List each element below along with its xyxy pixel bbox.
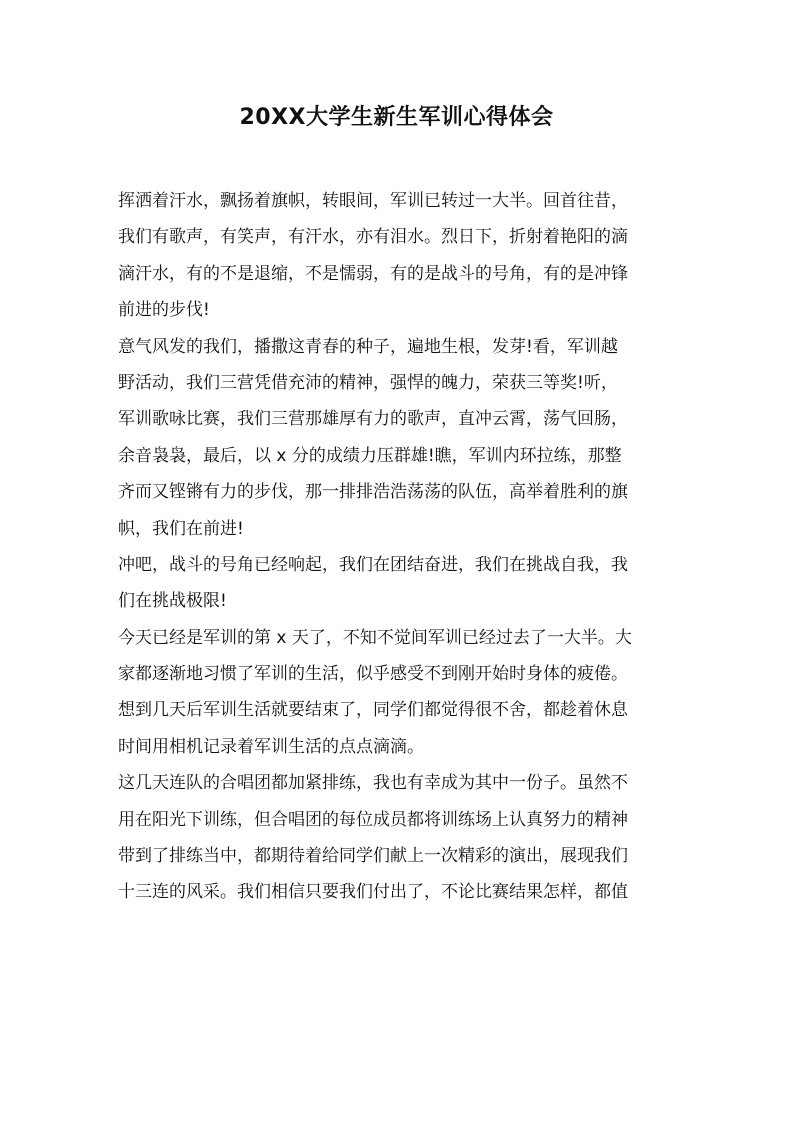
body-line: 挥洒着汗水，飘扬着旗帜，转眼间，军训已转过一大半。回首往昔， xyxy=(118,191,628,211)
body-line: 家都逐渐地习惯了军训的生活，似乎感受不到刚开始时身体的疲倦。 xyxy=(118,664,628,685)
body-line: 想到几天后军训生活就要结束了，同学们都觉得很不舍，都趁着休息 xyxy=(118,700,628,721)
body-line: 余音袅袅，最后，以 x 分的成绩力压群雄!瞧，军训内环拉练，那整 xyxy=(118,445,622,466)
body-line: 滴汗水，有的不是退缩，不是懦弱，有的是战斗的号角，有的是冲锋 xyxy=(118,263,628,284)
body-line: 我们有歌声，有笑声，有汗水，亦有泪水。烈日下，折射着艳阳的滴 xyxy=(118,227,628,248)
body-line: 军训歌咏比赛，我们三营那雄厚有力的歌声，直冲云霄，荡气回肠， xyxy=(118,409,628,430)
body-line: 冲吧，战斗的号角已经响起，我们在团结奋进，我们在挑战自我，我 xyxy=(118,554,628,575)
body-line: 用在阳光下训练，但合唱团的每位成员都将训练场上认真努力的精神 xyxy=(118,809,628,830)
body-line: 前进的步伐! xyxy=(118,300,210,321)
body-line: 意气风发的我们，播撒这青春的种子，遍地生根，发芽!看，军训越 xyxy=(118,336,618,357)
body-line: 这几天连队的合唱团都加紧排练，我也有幸成为其中一份子。虽然不 xyxy=(118,773,628,794)
body-line: 帜，我们在前进! xyxy=(118,518,244,539)
document-body xyxy=(118,183,678,911)
body-line: 十三连的风采。我们相信只要我们付出了，不论比赛结果怎样，都值 xyxy=(118,882,628,903)
body-line: 带到了排练当中，都期待着给同学们献上一次精彩的演出，展现我们 xyxy=(118,846,628,867)
body-line: 时间用相机记录着军训生活的点点滴滴。 xyxy=(118,736,424,757)
body-line: 们在挑战极限! xyxy=(118,591,227,612)
body-line: 今天已经是军训的第 x 天了，不知不觉间军训已经过去了一大半。大 xyxy=(118,627,632,648)
document-title: 20XX大学生新生军训心得体会 xyxy=(239,105,554,130)
body-line: 野活动，我们三营凭借充沛的精神，强悍的魄力，荣获三等奖!听， xyxy=(118,372,618,393)
body-line: 齐而又铿锵有力的步伐，那一排排浩浩荡荡的队伍，高举着胜利的旗 xyxy=(118,482,628,503)
